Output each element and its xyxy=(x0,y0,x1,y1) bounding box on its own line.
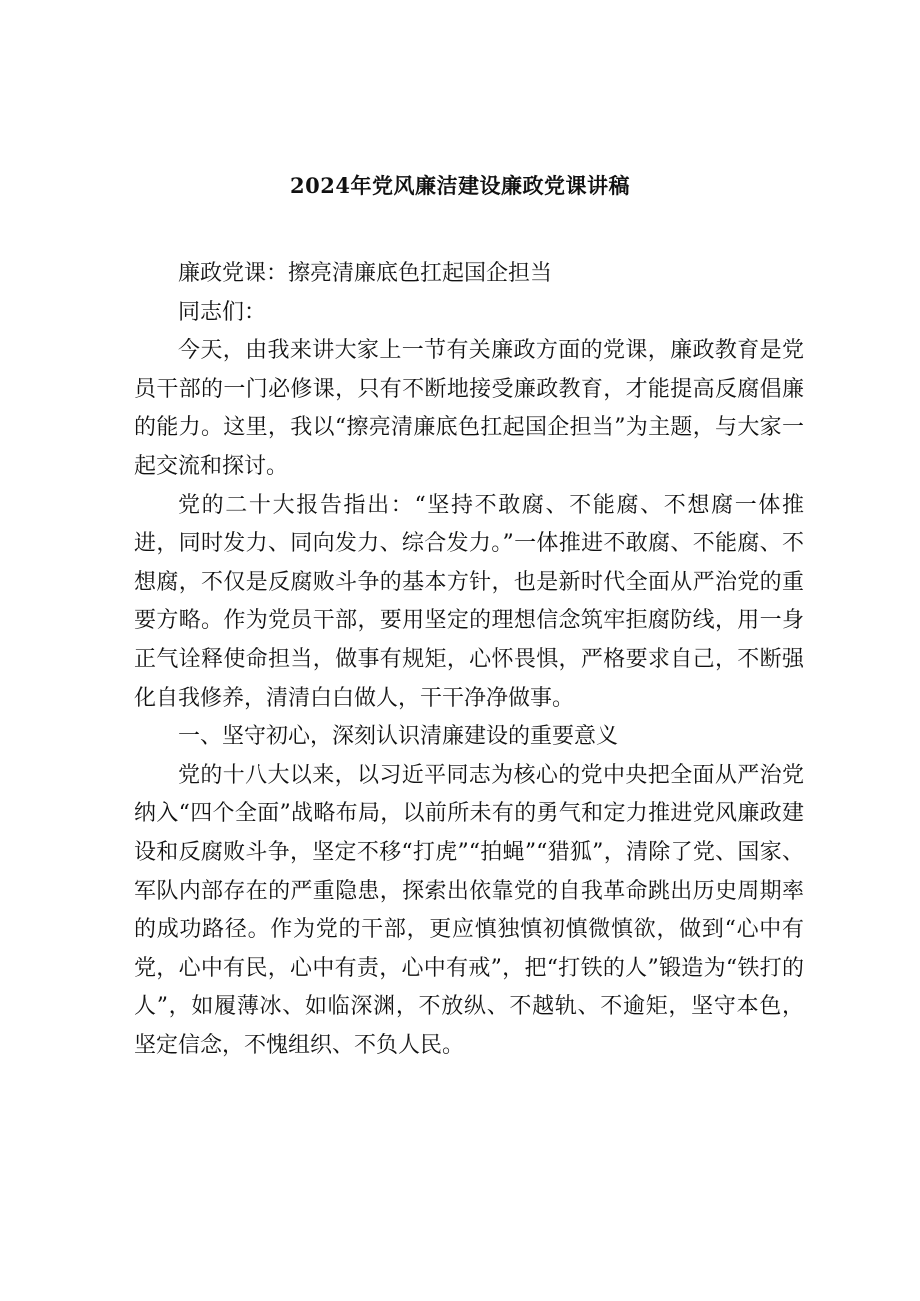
section-heading-1: 一、坚守初心，深刻认识清廉建设的重要意义 xyxy=(178,724,619,750)
lecture-subtitle: 廉政党课：擦亮清廉底色扛起国企担当 xyxy=(178,261,553,286)
salutation: 同志们： xyxy=(178,299,267,325)
paragraph-section-1: 党的十八大以来，以习近平同志为核心的党中央把全面从严治党纳入“四个全面”战略布局，以前所未有的勇气和定力推进党风廉政建设和反腐败斗争，坚定不移“打虎”“拍蝇”“猎狐”，清除了党、国家、军队内部存在的严重隐患，探索出依靠党的自我革命跳出历史周期率的成功路径。作为党的干部，更应慎独慎初慎微慎欲，做到“心中有党，心中有民，心中有责，心中有戒”，把“打铁的人”锻造为“铁打的人”，如履薄冰、如临深渊，不放纵、不越轨、不逾矩，坚守本色，坚定信念，不愧组织、不负人民。 xyxy=(134,762,804,1058)
document-title: 2024年党风廉洁建设廉政党课讲稿 xyxy=(290,173,630,198)
paragraph-intro: 今天，由我来讲大家上一节有关廉政方面的党课，廉政教育是党员干部的一门必修课，只有不断地接受廉政教育，才能提高反腐倡廉的能力。这里，我以“擦亮清廉底色扛起国企担当”为主题，与大家一起交流和探讨。 xyxy=(134,338,804,479)
paragraph-report: 党的二十大报告指出：“坚持不敢腐、不能腐、不想腐一体推进，同时发力、同向发力、综合发力。”一体推进不敢腐、不能腐、不想腐，不仅是反腐败斗争的基本方针，也是新时代全面从严治党的重要方略。作为党员干部，要用坚定的理想信念筑牢拒腐防线，用一身正气诠释使命担当，做事有规矩，心怀畏惧，严格要求自己，不断强化自我修养，清清白白做人，干干净净做事。 xyxy=(134,492,804,711)
document-body xyxy=(134,255,804,1065)
